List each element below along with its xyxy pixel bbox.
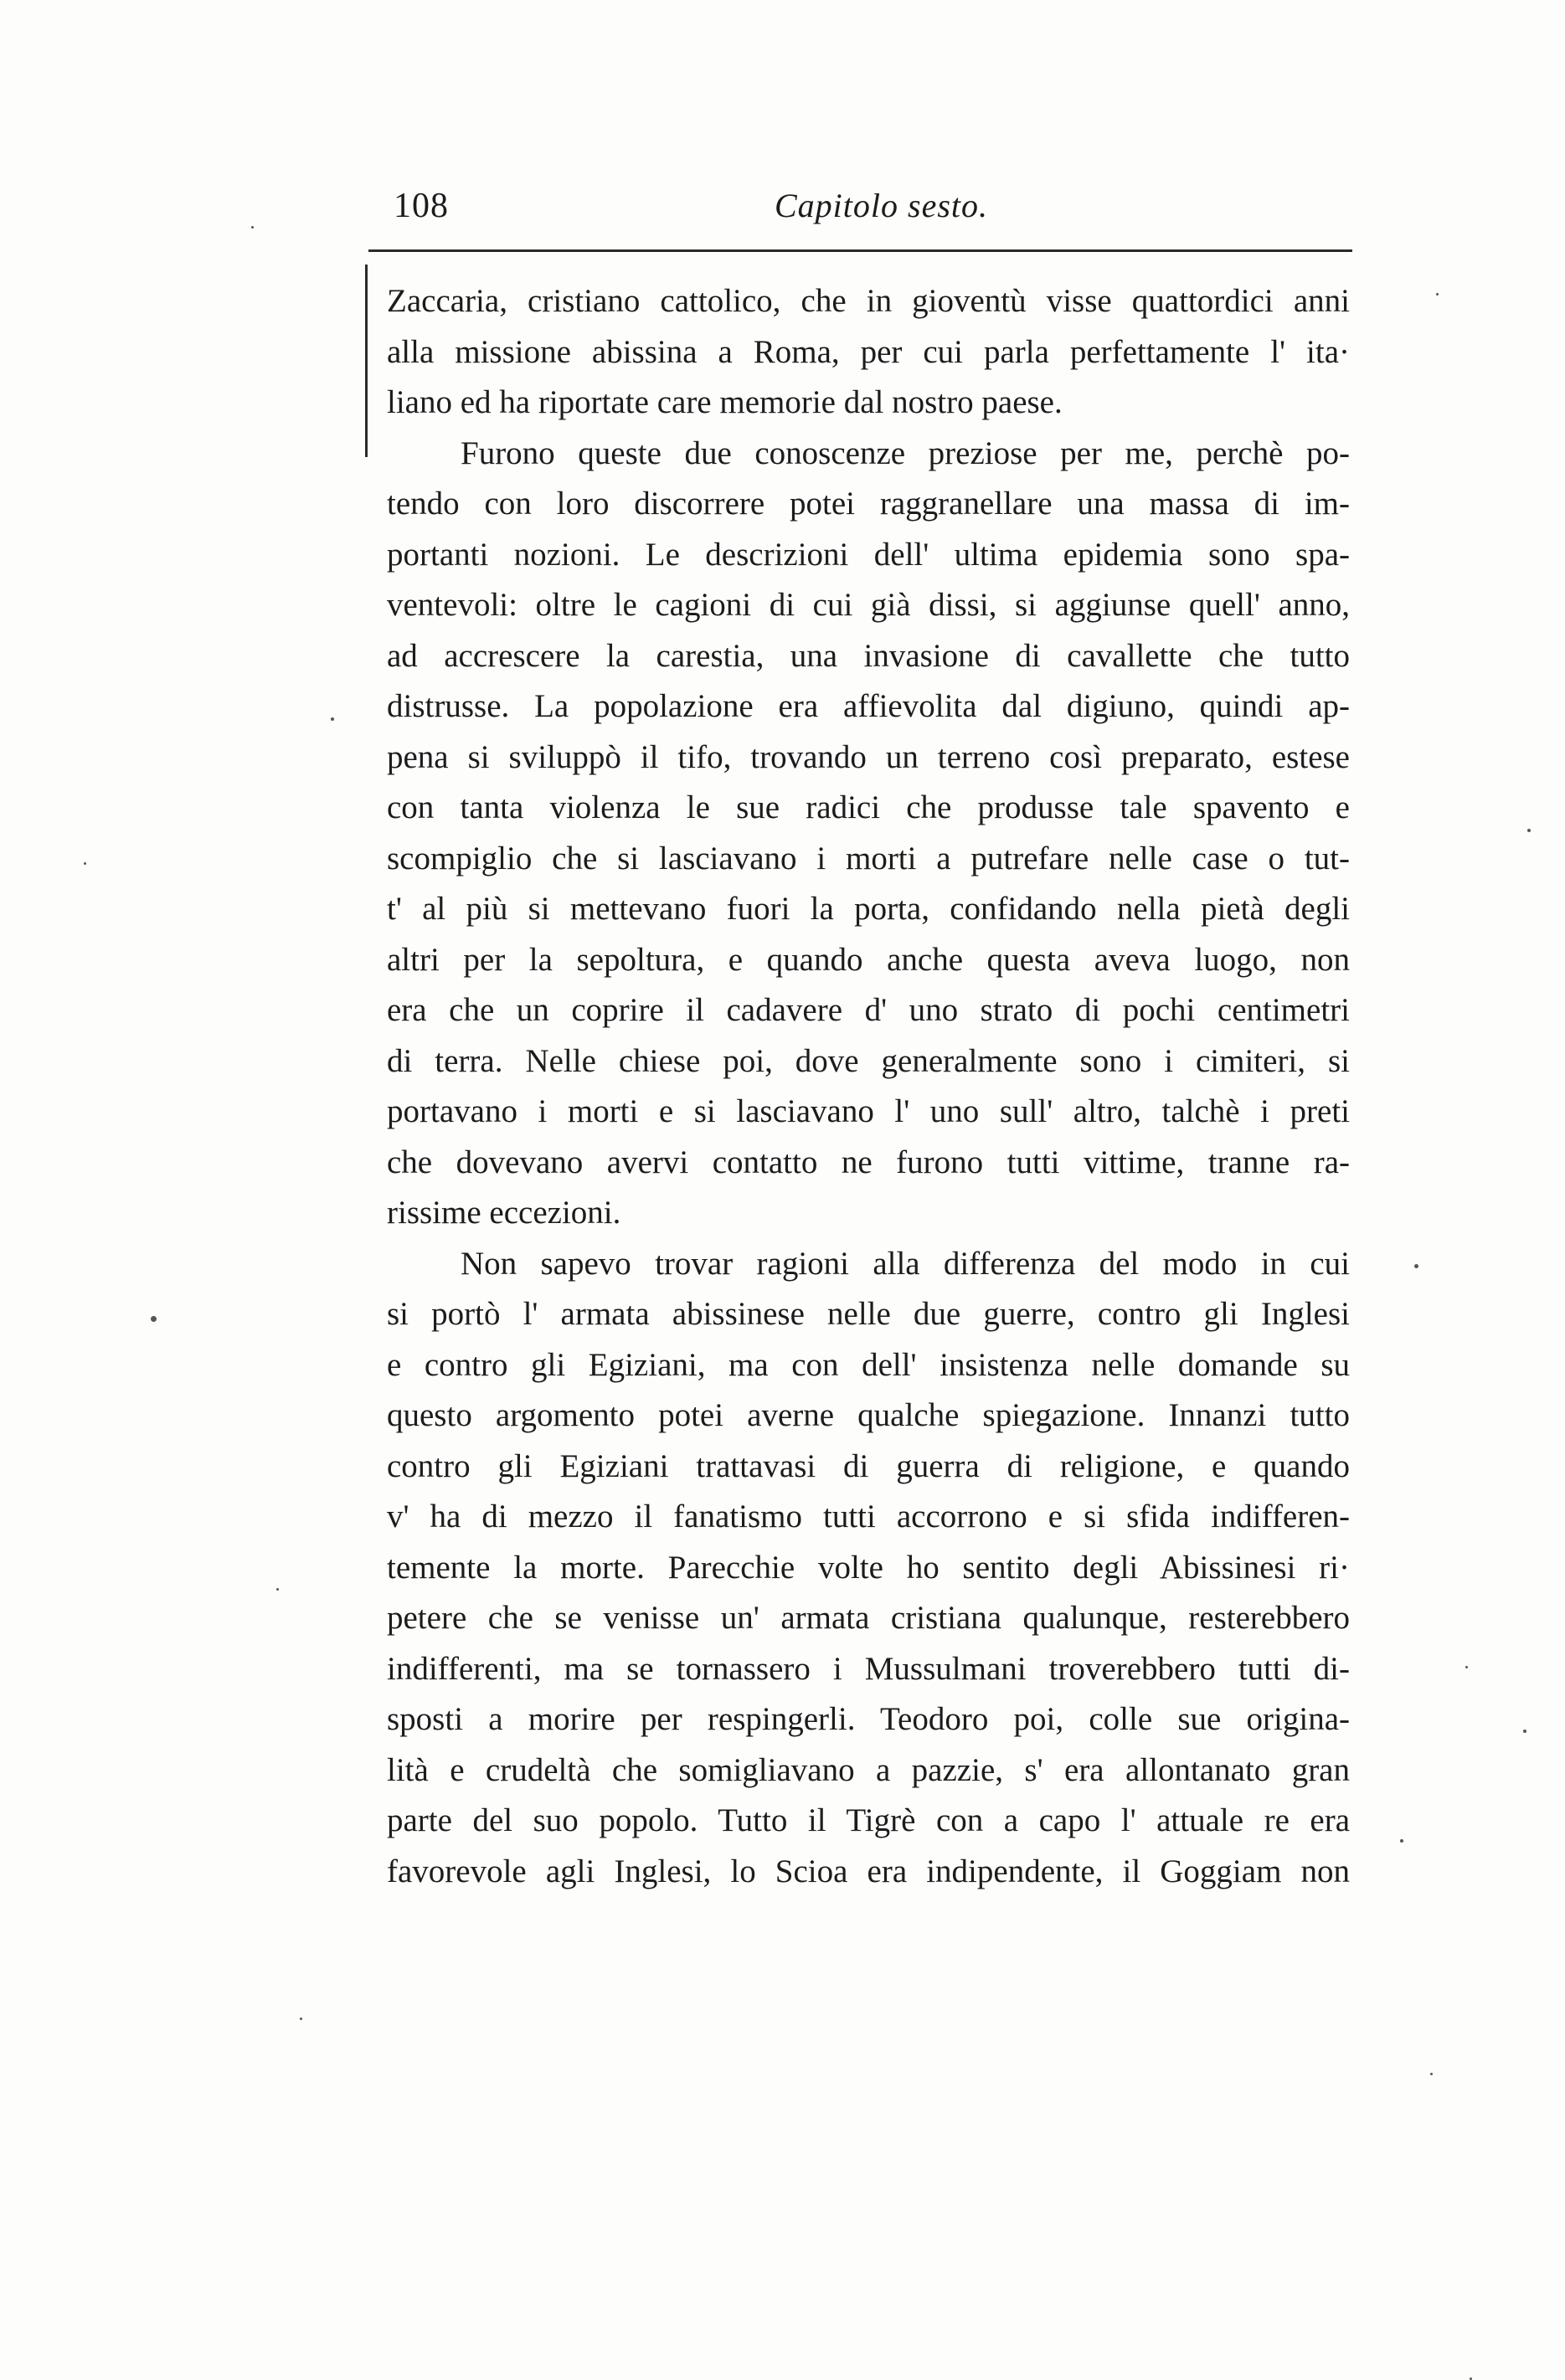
text-line: indifferenti, ma se tornassero i Mussulmani troverebbero tutti di- — [387, 1650, 1350, 1687]
text-line: rissime eccezioni. — [387, 1195, 621, 1231]
text-line: Zaccaria, cristiano cattolico, che in gioventù visse quattordici anni — [387, 283, 1350, 319]
text-line: portavano i morti e si lasciavano l' uno sull' altro, talchè i preti — [387, 1093, 1350, 1129]
text-line: contro gli Egiziani trattavasi di guerra di religione, e quando — [387, 1447, 1350, 1484]
running-head: Capitolo sesto. — [775, 187, 989, 224]
scan-speck — [1465, 1666, 1468, 1668]
margin-mark — [365, 265, 368, 457]
text-line: di terra. Nelle chiese poi, dove generalmente sono i cimiteri, si — [387, 1042, 1350, 1079]
text-line: Non sapevo trovar ragioni alla differenza del modo in cui — [461, 1245, 1350, 1282]
text-line: lità e crudeltà che somigliavano a pazzie, s' era allontanato gran — [387, 1751, 1350, 1788]
text-line: t' al più si mettevano fuori la porta, confidando nella pietà degli — [387, 891, 1350, 927]
text-line: scompiglio che si lasciavano i morti a putrefare nelle case o tut- — [387, 840, 1350, 876]
text-line: pena si sviluppò il tifo, trovando un terreno così preparato, estese — [387, 738, 1350, 775]
scan-speck — [151, 1316, 157, 1322]
text-line: petere che se venisse un' armata cristiana qualunque, resterebbero — [387, 1600, 1350, 1636]
text-line: alla missione abissina a Roma, per cui parla perfettamente l' ita· — [387, 333, 1350, 370]
body-text — [387, 276, 1350, 1897]
scan-speck — [84, 862, 86, 865]
page-number: 108 — [394, 187, 449, 225]
text-line: portanti nozioni. Le descrizioni dell' ultima epidemia sono spa- — [387, 536, 1350, 573]
scan-speck — [1436, 293, 1439, 296]
scan-speck — [1527, 829, 1531, 832]
text-line: parte del suo popolo. Tutto il Tigrè con a capo l' attuale re era — [387, 1802, 1350, 1838]
scan-speck — [1414, 1264, 1418, 1268]
text-line: altri per la sepoltura, e quando anche questa aveva luogo, non — [387, 941, 1350, 978]
scan-speck — [1400, 1839, 1403, 1843]
text-line: sposti a morire per respingerli. Teodoro poi, colle sue origina- — [387, 1701, 1350, 1737]
text-line: distrusse. La popolazione era affievolita dal digiuno, quindi ap- — [387, 688, 1350, 724]
text-line: tendo con loro discorrere potei raggranellare una massa di im- — [387, 486, 1350, 522]
page-header — [394, 186, 1357, 239]
text-line: liano ed ha riportate care memorie dal nostro paese. — [387, 384, 1063, 420]
text-line: si portò l' armata abissinese nelle due guerre, contro gli Inglesi — [387, 1296, 1350, 1332]
text-line: Furono queste due conoscenze preziose per me, perchè po- — [461, 434, 1350, 471]
text-line: era che un coprire il cadavere d' uno strato di pochi centimetri — [387, 992, 1350, 1028]
text-line: favorevole agli Inglesi, lo Scioa era indipendente, il Goggiam non — [387, 1853, 1350, 1889]
text-line: questo argomento potei averne qualche spiegazione. Innanzi tutto — [387, 1397, 1350, 1433]
text-line: ventevoli: oltre le cagioni di cui già dissi, si aggiunse quell' anno, — [387, 587, 1350, 623]
text-line: con tanta violenza le sue radici che produsse tale spavento e — [387, 789, 1350, 825]
text-line: ad accrescere la carestia, una invasione di cavallette che tutto — [387, 637, 1350, 674]
text-line: e contro gli Egiziani, ma con dell' insistenza nelle domande su — [387, 1346, 1350, 1383]
text-line: v' ha di mezzo il fanatismo tutti accorrono e si sfida indifferen- — [387, 1498, 1350, 1534]
scan-speck — [1523, 1730, 1526, 1733]
scan-speck — [251, 226, 254, 229]
text-line: temente la morte. Parecchie volte ho sentito degli Abissinesi ri· — [387, 1549, 1350, 1586]
scan-speck — [300, 2018, 302, 2020]
header-rule — [368, 249, 1352, 252]
scan-speck — [276, 1588, 279, 1591]
scan-speck — [331, 717, 334, 721]
text-line: che dovevano avervi contatto ne furono tutti vittime, tranne ra- — [387, 1144, 1350, 1180]
scan-speck — [1430, 2073, 1433, 2075]
